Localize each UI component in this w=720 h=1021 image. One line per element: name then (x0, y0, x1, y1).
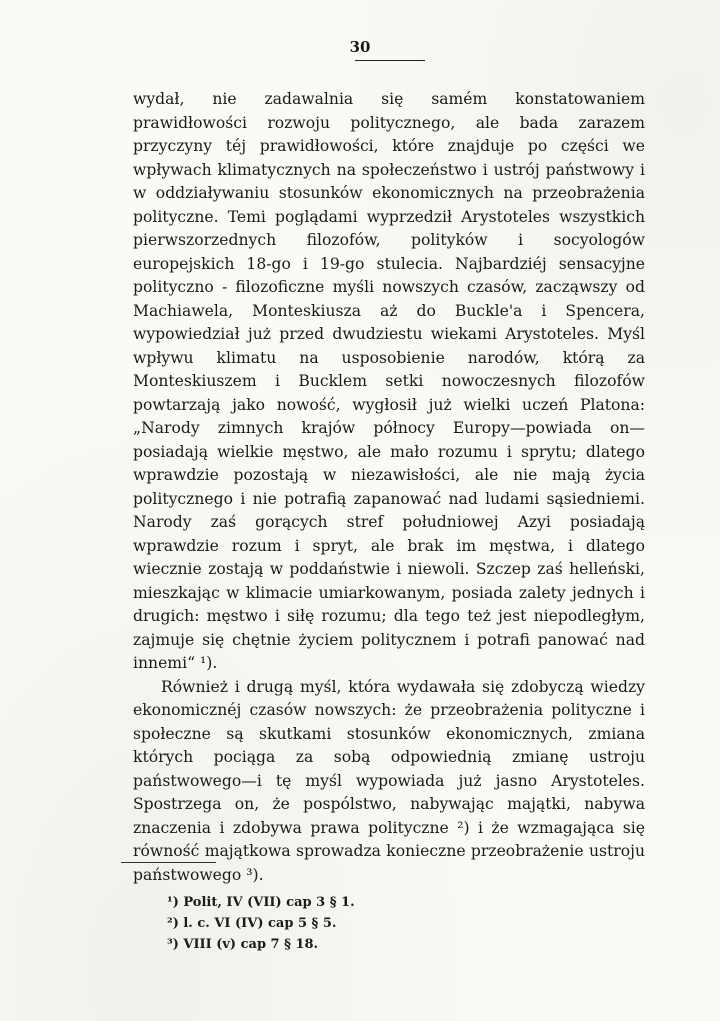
footnote-divider (121, 862, 216, 863)
footnote-1: ¹) Polit, IV (VII) cap 3 § 1. (167, 895, 355, 910)
body-text (133, 88, 645, 887)
page-number-rule (355, 60, 425, 61)
footnotes (167, 892, 467, 955)
page-number: 30 (349, 38, 371, 56)
paragraph-1: wydał, nie zadawalnia się samém konstatowaniem prawidłowości rozwoju politycznego, ale bada zarazem przyczyny téj prawidłowości, które znajduje po części we wpływach klimatycznych na społeczeństwo i ustrój państwowy i w oddziaływaniu stosunków ekonomicznych na przeobrażenia polityczne. Temi poglądami wyprzedził Arystoteles wszystkich pierwszorzednych filozofów, polityków i socyologów europejskich 18-go i 19-go stulecia. Najbardziéj sensacyjne polityczno - filozoficzne myśli nowszych czasów, zacząwszy od Machiawela, Monteskiusza aż do Buckle'a i Spencera, wypowiedział już przed dwudziestu wiekami Arystoteles. Myśl wpływu klimatu na usposobienie narodów, którą za Monteskiuszem i Bucklem setki nowoczesnych filozofów powtarzają jako nowość, wygłosił już wielki uczeń Platona: „Narody zimnych krajów północy Europy—powiada on—posiadają wielkie męstwo, ale mało rozumu i sprytu; dlatego wprawdzie pozostają w niezawisłości, ale nie mają życia politycznego i nie potrafią zapanować nad ludami sąsiedniemi. Narody zaś gorących stref południowej Azyi posiadają wprawdzie rozum i spryt, ale brak im męstwa, i dlatego wiecznie zostają w poddaństwie i niewoli. Szczep zaś helleński, mieszkając w klimacie umiarkowanym, posiada zalety jednych i drugich: męstwo i siłę rozumu; dla tego też jest niepodległym, zajmuje się chętnie życiem politycznem i potrafi panować nad innemi“ ¹). (133, 90, 645, 672)
footnote-3: ³) VIII (v) cap 7 § 18. (167, 937, 319, 952)
paragraph-2: Również i drugą myśl, która wydawała się zdobyczą wiedzy ekonomicznéj czasów nowszych: że przeobrażenia polityczne i społeczne są skutkami stosunków ekonomicznych, zmiana których pociąga za sobą odpowiednią zmianę ustroju państwowego—i tę myśl wypowiada już jasno Arystoteles. Spostrzega on, że pospólstwo, nabywając majątki, nabywa znaczenia i zdobywa prawa polityczne ²) i że wzmagająca się równość majątkowa sprowadza konieczne przeobrażenie ustroju państwowego ³). (133, 677, 645, 884)
footnote-2: ²) l. c. VI (IV) cap 5 § 5. (167, 916, 337, 931)
